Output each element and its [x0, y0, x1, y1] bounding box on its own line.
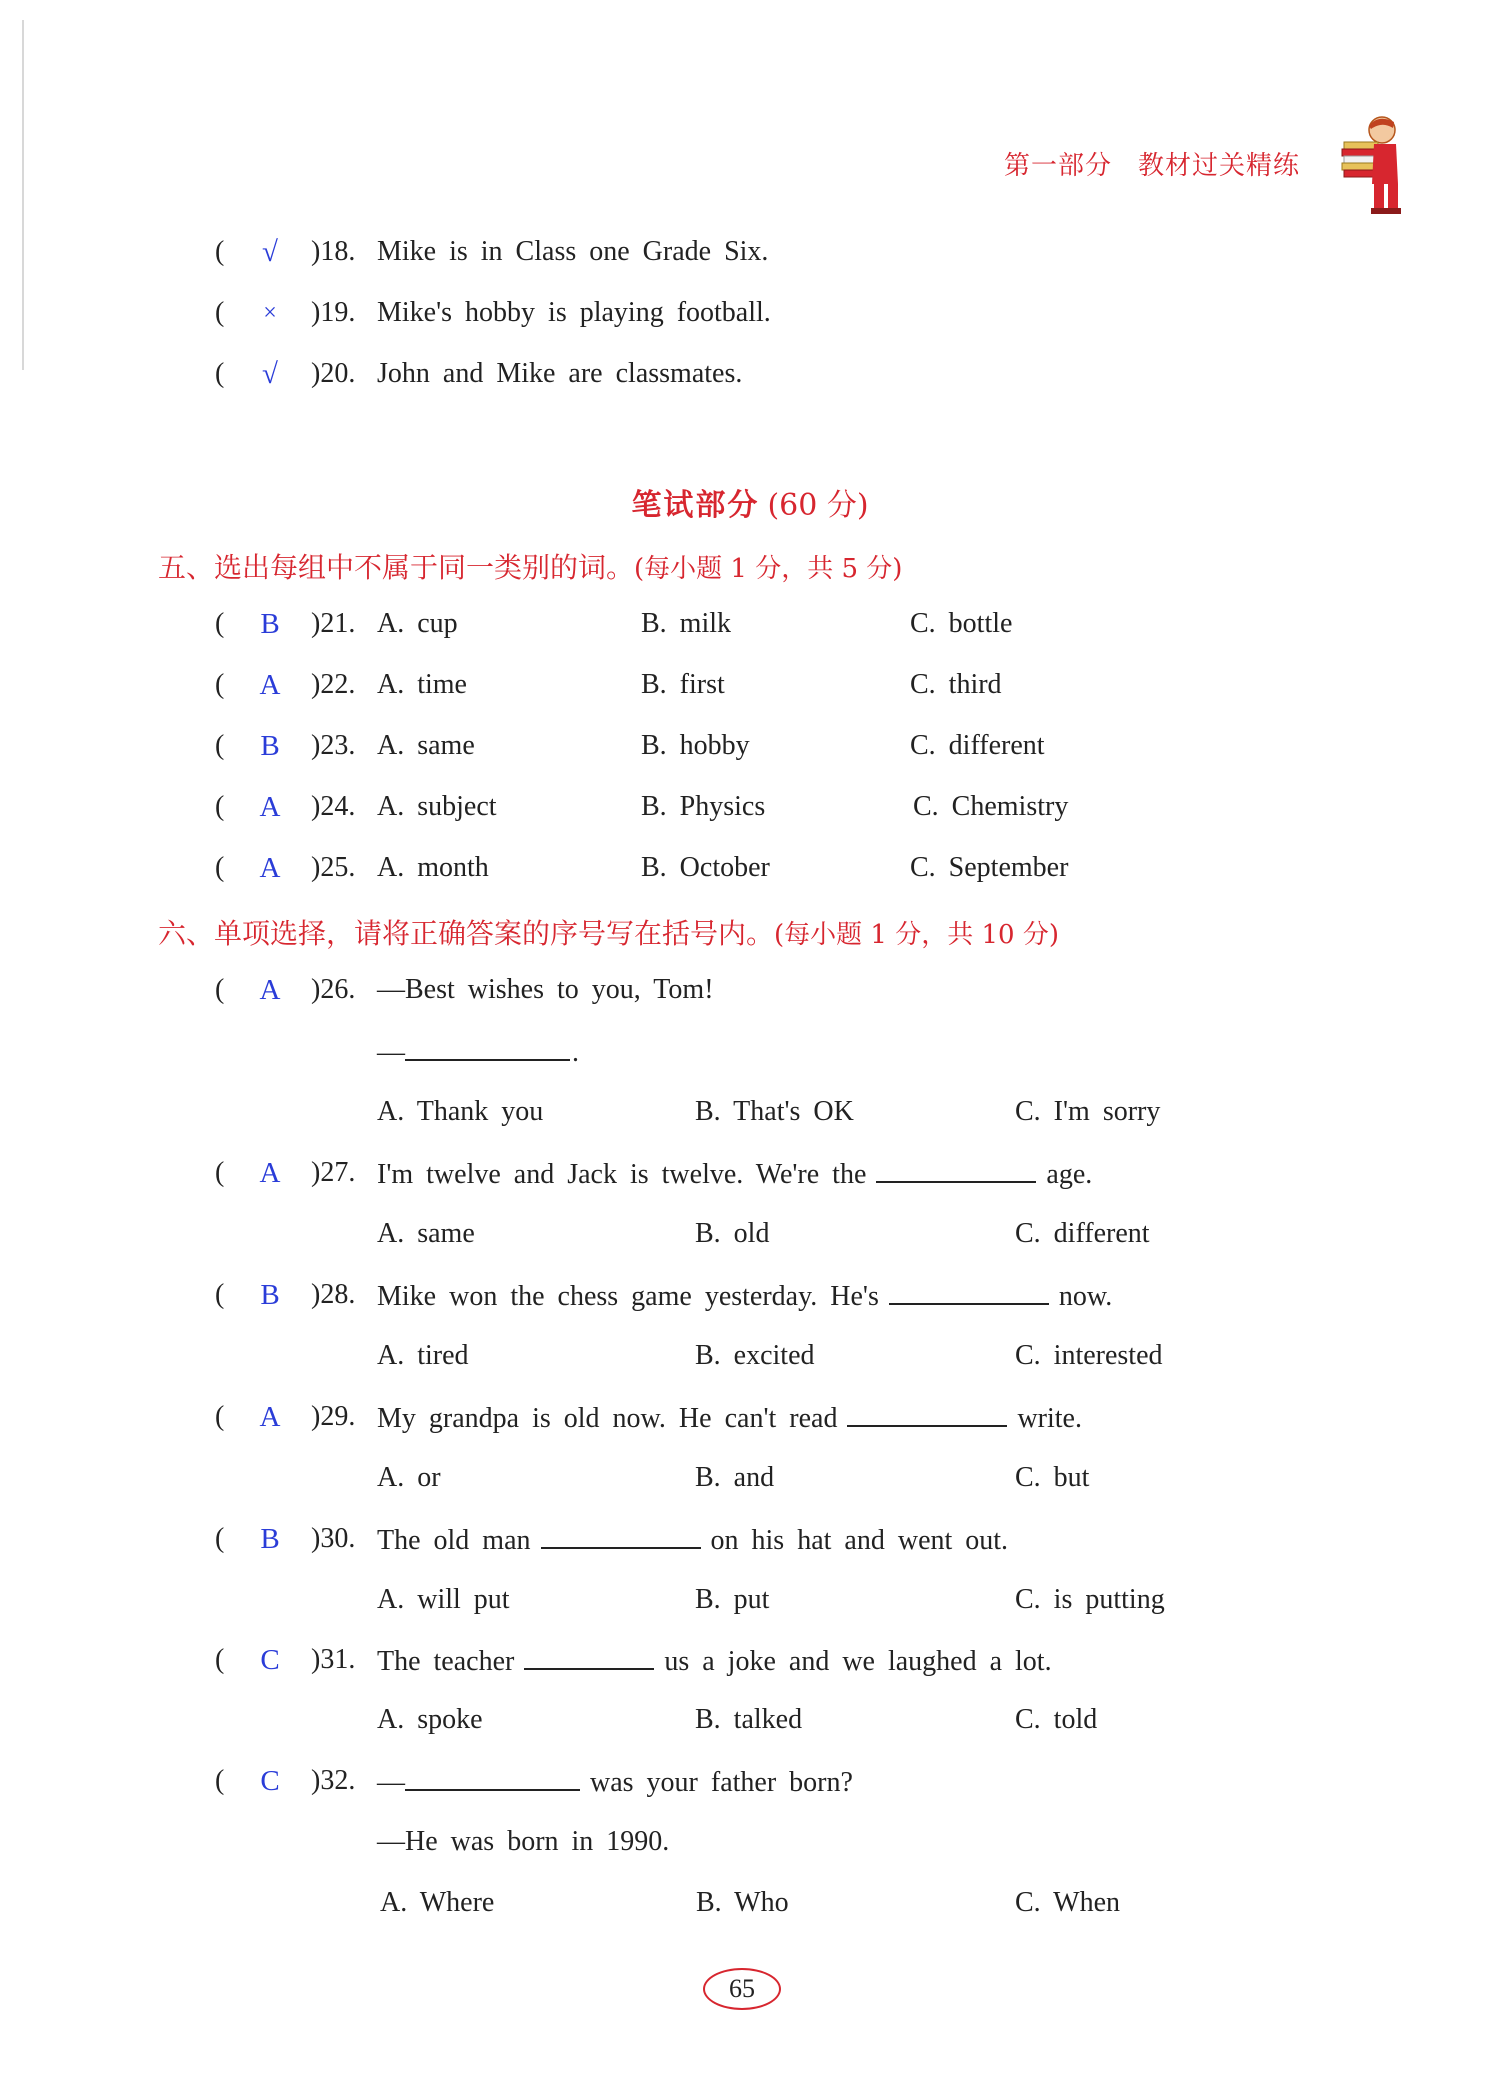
option-a: A. tired: [377, 1340, 469, 1371]
option-b: B. talked: [695, 1704, 803, 1735]
option-c: C. different: [1015, 1218, 1150, 1249]
answer-mark: C: [260, 1644, 280, 1676]
option-a: A. same: [377, 1218, 475, 1249]
written-points: (60 分): [767, 488, 869, 523]
answer-mark: B: [260, 608, 280, 640]
answer-mark: A: [259, 852, 281, 884]
option-b: B. That's OK: [695, 1096, 854, 1127]
option-b: B. excited: [695, 1340, 815, 1371]
section-5-note: (每小题 1 分，共 5 分): [634, 554, 903, 584]
option-a: A. same: [377, 730, 475, 761]
item-number: )31.: [311, 1644, 356, 1675]
section-6-heading: 六、单项选择，请将正确答案的序号写在括号内。: [158, 917, 775, 950]
option-c: C. told: [1015, 1704, 1098, 1735]
answer-blank: [876, 1153, 1036, 1183]
option-b: B. Physics: [641, 791, 766, 822]
answer-mark: A: [259, 1157, 281, 1189]
question-text-before: The old man: [377, 1525, 531, 1556]
answer-blank: [524, 1640, 654, 1670]
header-part: 第一部分: [1003, 151, 1112, 181]
question-text-after: now.: [1058, 1281, 1113, 1312]
option-a: A. will put: [377, 1584, 510, 1615]
answer-mark: B: [260, 1523, 280, 1555]
section-5-title: [158, 546, 902, 586]
answer-mark: A: [259, 1401, 281, 1433]
page-header: [1004, 145, 1300, 182]
option-a: A. Thank you: [377, 1096, 544, 1127]
option-c: C. When: [1015, 1887, 1121, 1918]
option-b: B. October: [641, 852, 770, 883]
answer-blank: [405, 1761, 580, 1791]
reply-dash: —: [377, 1037, 405, 1068]
item-text: John and Mike are classmates.: [377, 358, 743, 389]
item-number: )27.: [311, 1157, 356, 1188]
answer-mark: √: [262, 236, 278, 268]
answer-mark: B: [260, 730, 280, 762]
item-text: Mike's hobby is playing football.: [377, 297, 771, 328]
option-a: A. spoke: [377, 1704, 483, 1735]
written-title: 笔试部分: [631, 488, 760, 523]
answer-mark: A: [259, 974, 281, 1006]
answer-mark: ×: [263, 300, 277, 326]
option-a: A. cup: [377, 608, 458, 639]
item-number: )19.: [311, 297, 356, 328]
option-c: C. September: [910, 852, 1069, 883]
item-number: )22.: [311, 669, 356, 700]
option-c: C. different: [910, 730, 1045, 761]
answer-mark: C: [260, 1765, 280, 1797]
item-number: )29.: [311, 1401, 356, 1432]
item-number: )23.: [311, 730, 356, 761]
answer-mark: A: [259, 791, 281, 823]
answer-mark: √: [262, 358, 278, 390]
question-text-after: was your father born?: [590, 1767, 853, 1798]
option-b: B. milk: [641, 608, 732, 639]
option-b: B. first: [641, 669, 725, 700]
binding-rule: [22, 20, 24, 370]
option-c: C. I'm sorry: [1015, 1096, 1161, 1127]
question-text-before: Mike won the chess game yesterday. He's: [377, 1281, 879, 1312]
option-a: A. or: [377, 1462, 441, 1493]
option-a: A. month: [377, 852, 489, 883]
option-b: B. Who: [696, 1887, 789, 1918]
option-c: C. bottle: [910, 608, 1013, 639]
written-part-title: [0, 480, 1500, 524]
header-title: 教材过关精练: [1137, 151, 1300, 181]
question-text-before: —: [377, 1767, 405, 1798]
item-number: )32.: [311, 1765, 356, 1796]
item-number: )20.: [311, 358, 356, 389]
mcq-32-reply: [377, 1822, 669, 1862]
option-b: B. put: [695, 1584, 770, 1615]
question-text-before: The teacher: [377, 1646, 515, 1677]
answer-blank: [847, 1397, 1007, 1427]
page-number: 65: [703, 1968, 781, 2010]
question-text-after: age.: [1046, 1159, 1093, 1190]
option-b: B. old: [695, 1218, 770, 1249]
section-6-title: [158, 912, 1059, 952]
option-c: C. is putting: [1015, 1584, 1165, 1615]
boy-with-books-icon: [1338, 112, 1410, 217]
option-b: B. hobby: [641, 730, 750, 761]
item-number: )28.: [311, 1279, 356, 1310]
question-text-after: us a joke and we laughed a lot.: [664, 1646, 1052, 1677]
reply-end: .: [572, 1037, 579, 1068]
question-text: —Best wishes to you, Tom!: [377, 974, 714, 1005]
item-number: )24.: [311, 791, 356, 822]
item-number: )26.: [311, 974, 356, 1005]
answer-mark: A: [259, 669, 281, 701]
mcq-26-reply: [377, 1031, 579, 1073]
answer-blank: [889, 1275, 1049, 1305]
question-text-after: on his hat and went out.: [710, 1525, 1009, 1556]
option-a: A. Where: [380, 1887, 495, 1918]
answer-blank: [405, 1031, 570, 1061]
workbook-page: 第一部分 教材过关精练 ( √ )18. Mike is in Class one Grade Six. ( × )19. Mike's hobby is playing football. ( √ )20. John and Mike are classmates. 笔试部分 (60 分) 五、选出每组中不属于同一类别的词。(每小题 1 分，共 5 分) ( B )21. A. cup B. milk C. bottle ( A )22. A. time B. first C. third ( B )23. A. same B. hobby C. different ( A )24. A. subject B. Physics C. Chemistry ( A )25. A. month B. October C. September 六、单项选择，请将正确答案的序号写在括号内。(每小题 1 分，共 10 分) ( A )26. —Best wishes to you, Tom! — . A. Thank you B. That's OK C. I'm sorry ( A )27. I'm twelve and Jack is twelve. We're the age. A. same B. old C. different ( B )28. Mike won the chess game yesterday. He's now. A. tired B. excited C. interested ( A )29. My grandpa is old now. He can't read write. A. or B. and C. but ( B )30. The old man on his hat and went out. A. will put B. put C. is putting ( C )31. The teacher us a joke and we laughed a lot. A. spoke B. talked C. told ( C )32. — was your father born? —He was born in 1990. A. Where B. Who C. When 65: [0, 0, 1500, 2075]
option-c: C. third: [910, 669, 1002, 700]
answer-mark: B: [260, 1279, 280, 1311]
option-a: A. time: [377, 669, 467, 700]
option-c: C. interested: [1015, 1340, 1163, 1371]
option-b: B. and: [695, 1462, 775, 1493]
question-text-before: My grandpa is old now. He can't read: [377, 1403, 838, 1434]
option-c: C. but: [1015, 1462, 1090, 1493]
answer-blank: [541, 1519, 701, 1549]
item-number: )30.: [311, 1523, 356, 1554]
section-5-heading: 五、选出每组中不属于同一类别的词。: [158, 551, 635, 584]
option-a: A. subject: [377, 791, 497, 822]
item-number: )21.: [311, 608, 356, 639]
reply-text: —He was born in 1990.: [377, 1826, 670, 1857]
item-text: Mike is in Class one Grade Six.: [377, 236, 769, 267]
question-text-after: write.: [1017, 1403, 1082, 1434]
option-c: C. Chemistry: [913, 791, 1069, 822]
question-text-before: I'm twelve and Jack is twelve. We're the: [377, 1159, 867, 1190]
item-number: )18.: [311, 236, 356, 267]
item-number: )25.: [311, 852, 356, 883]
section-6-note: (每小题 1 分，共 10 分): [774, 920, 1059, 950]
